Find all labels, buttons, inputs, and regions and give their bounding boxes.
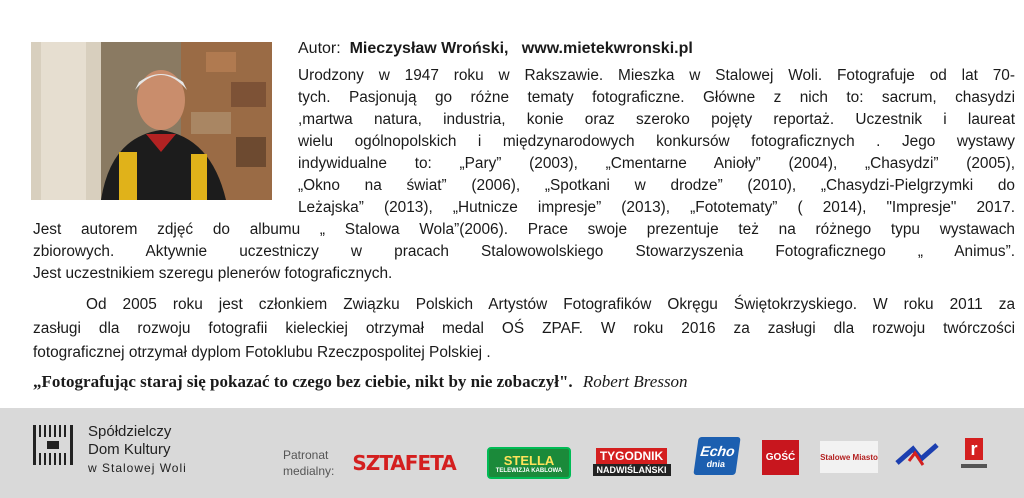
gosc-logo: GOŚĆ [762,440,799,475]
author-photo [31,42,272,200]
bio-line: fotograficznej otrzymał dyplom Fotoklubu Rzeczpospolitej Polskiej . [33,344,491,361]
bio-line: Jest uczestnikiem szeregu plenerów fotograficznych. [33,265,393,282]
stella-logo: STELLA TELEWIZJA KABLOWA [487,447,571,479]
author-label: Autor: [298,40,341,57]
quote [33,372,688,392]
tygodnik-logo: TYGODNIK NADWIŚLAŃSKI [588,447,675,477]
organizer-name [88,423,187,477]
bio-line: Leżajska” (2013), „Hutnicze impresje” (2013), „Fototematy” ( 2014), "Impresje" 2017. [298,199,1015,216]
quote-attribution: Robert Bresson [582,372,688,391]
author-website[interactable]: www.mietekwronski.pl [521,40,693,57]
stw-logo-icon [895,441,939,475]
stalowe-miasto-logo: Stalowe Miasto [820,441,878,473]
echo-dnia-logo: Echo dnia [693,437,740,475]
bio-line: Jest autorem zdjęć do albumu „ Stalowa Wola”(2006). Prace swoje prezentuje też na różnego typu wystawach [33,221,1015,238]
bio-line: indywidualne to: „Pary” (2003), „Cmentarne Anioły” (2004), „Chasydzi” (2005), [298,155,1015,172]
quote-text: „Fotografując staraj się pokazać to czego bez ciebie, nikt by nie zobaczył". [33,372,573,391]
patronat-label: Patronat medialny: [283,448,335,478]
sztafeta-logo: SZTAFETA [352,451,456,475]
bio-line: ,martwa natura, industria, konie oraz szeroko pojęty reportaż. Uczestnik i laureat [298,111,1015,128]
bio-line: Urodzony w 1947 roku w Rakszawie. Mieszka w Stalowej Woli. Fotografuje od lat 70- [298,67,1015,84]
organizer-line3: w Stalowej Woli [88,461,187,475]
bio-line: tych. Pasjonują go różne tematy fotograficzne. Główne z nich to: sacrum, chasydzi [298,89,1015,106]
bio-line: wielu ogólnopolskich i międzynarodowych konkursów fotograficznych . Jego wystawy [298,133,1015,150]
bio-line: „Okno na świat” (2006), „Spotkani w drodze” (2010), „Chasydzi-Pielgrzymki do [298,177,1015,194]
bio-line: zbiorowych. Aktywnie uczestniczy w pracach Stalowowolskiego Stowarzyszenia Fotograficznego „ Animus”. [33,243,1015,260]
radio-logo: r [959,433,989,473]
dom-kultury-logo-icon [33,425,73,465]
bio-line: zasługi dla rozwoju fotografii kieleckiej otrzymał medal OŚ ZPAF. W roku 2016 za zasługi dla rozwoju twórczości [33,320,1015,337]
organizer-line1: Spółdzielczy [88,423,172,440]
author-line [298,40,693,58]
organizer-line2: Dom Kultury [88,441,171,458]
bio-line: Od 2005 roku jest członkiem Związku Polskich Artystów Fotografików Okręgu Świętokrzyskiego. W roku 2011 za [86,296,1015,313]
author-name: Mieczysław Wroński, [349,40,509,57]
